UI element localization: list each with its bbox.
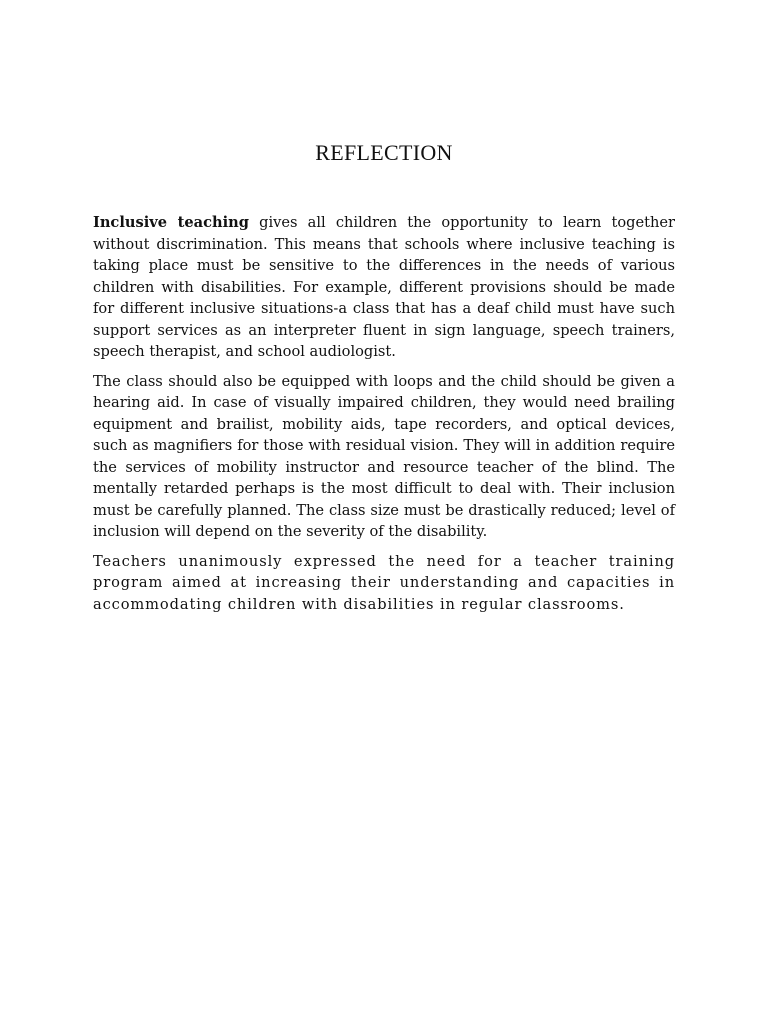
paragraph-1-text: gives all children the opportunity to learn together without discrimination. This means that schools where inclusive teaching is taking place must be sensitive to the differences in the needs of various children with disabilities. For example, different provisions should be made for different inclusive situations-a class that has a deaf child must have such support services as an interpreter fluent in sign language, speech trainers, speech therapist, and school audiologist. xyxy=(93,214,676,360)
page-title: REFLECTION xyxy=(315,140,453,165)
paragraph-2: The class should also be equipped with loops and the child should be given a hearing aid. In case of visually impaired children, they would need brailing equipment and brailist, mobility aids, tape recorders, and optical devices, such as magnifiers for those with residual vision. They will in addition require the services of mobility instructor and resource teacher of the blind. The mentally retarded perhaps is the most difficult to deal with. Their inclusion must be carefully planned. The class size must be drastically reduced; level of inclusion will depend on the severity of the disability. xyxy=(93,372,675,540)
paragraph-3: Teachers unanimously expressed the need for a teacher training program aimed at increasing their understanding and capacities in accommodating children with disabilities in regular classrooms. xyxy=(93,552,675,613)
paragraph-1 xyxy=(93,212,675,363)
paragraph-1-lead: Inclusive teaching xyxy=(93,214,249,231)
document-body xyxy=(93,212,675,623)
